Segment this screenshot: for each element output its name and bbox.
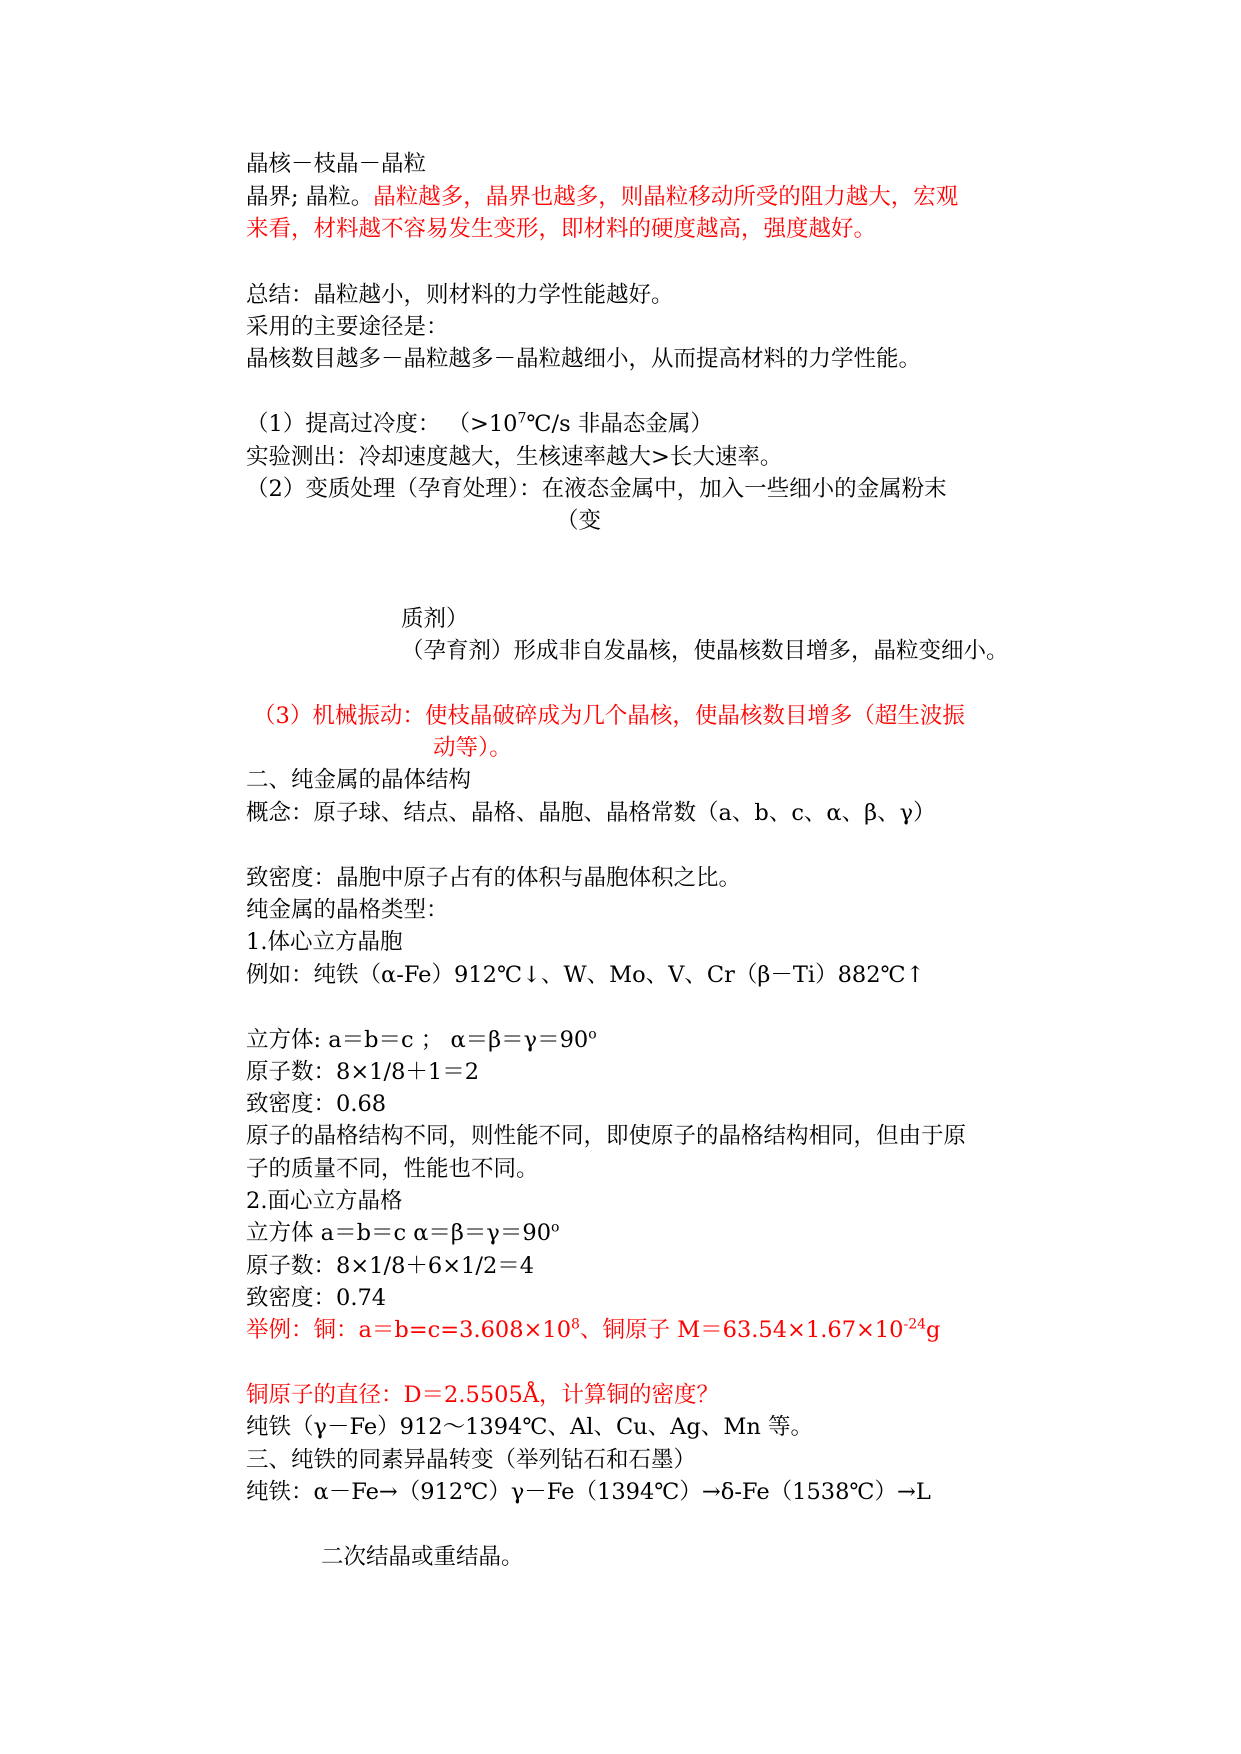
text: （2）变质处理（孕育处理）：在液态金属中，加入一些细小的金属粉末 <box>246 476 947 502</box>
highlight-text: 铜原子的直径：D＝2.5505Å，计算铜的密度？ <box>246 1382 720 1408</box>
line-bcc-cube <box>246 1024 597 1056</box>
line-gamma-iron <box>246 1411 813 1443</box>
text: 子的质量不同，性能也不同。 <box>246 1156 539 1182</box>
line-macro-view <box>246 213 876 245</box>
text: 原子数：8×1/8＋1＝2 <box>246 1059 480 1085</box>
line-lattice-types <box>246 894 449 926</box>
text: 立方体 a＝b＝c α＝β＝γ＝90 <box>246 1220 552 1246</box>
line-modification-cont <box>556 505 601 537</box>
highlight-text: 举例：铜：a＝b=c=3.608×10 <box>246 1317 572 1343</box>
text: 立方体: a＝b＝c ； α＝β＝γ＝90 <box>246 1027 589 1053</box>
text: 原子的晶格结构不同，则性能不同，即使原子的晶格结构相同，但由于原 <box>246 1123 967 1149</box>
highlight-text: （3）机械振动：使枝晶破碎成为几个晶核，使晶核数目增多（超生波振 <box>253 703 965 729</box>
line-copper-diameter <box>246 1379 719 1411</box>
text: 质剂） <box>401 606 469 632</box>
line-vibration <box>253 700 965 732</box>
text: 三、纯铁的同素异晶转变（举列钻石和石墨） <box>246 1447 697 1473</box>
line-modification <box>246 473 947 505</box>
highlight-text: 来看，材料越不容易发生变形，即材料的硬度越高，强度越好。 <box>246 216 877 242</box>
text: 2.面心立方晶格 <box>246 1188 403 1214</box>
text: ℃/s 非晶态金属） <box>526 411 713 437</box>
text: 例如：纯铁（α-Fe）912℃↓、W、Mo、V、Cr（β－Ti）882℃↑ <box>246 962 925 988</box>
superscript: o <box>588 1026 597 1043</box>
line-structure-note-cont <box>246 1153 539 1185</box>
line-inoculant <box>401 635 1009 667</box>
line-structure-note <box>246 1120 966 1152</box>
line-bcc-examples <box>246 959 925 991</box>
highlight-text: 动等）。 <box>433 735 512 761</box>
text: 二、纯金属的晶体结构 <box>246 767 472 793</box>
line-crystal-sequence <box>246 148 426 180</box>
text: 采用的主要途径是： <box>246 314 449 340</box>
superscript: o <box>551 1219 560 1236</box>
line-bcc-density <box>246 1088 386 1120</box>
text: 实验测出：冷却速度越大，生核速率越大>长大速率。 <box>246 444 783 470</box>
line-fcc-atoms <box>246 1250 534 1282</box>
text: 原子数：8×1/8＋6×1/2＝4 <box>246 1253 535 1279</box>
line-experiment <box>246 441 782 473</box>
subheading-fcc <box>246 1185 402 1217</box>
superscript: 7 <box>517 410 527 427</box>
superscript: 8 <box>571 1316 580 1333</box>
text: 二次结晶或重结晶。 <box>321 1544 524 1570</box>
text: 概念：原子球、结点、晶格、晶胞、晶格常数（a、b、c、α、β、γ） <box>246 800 936 826</box>
text: （变 <box>556 508 602 534</box>
text: 晶核－枝晶－晶粒 <box>246 151 427 177</box>
line-summary <box>246 279 674 311</box>
line-concepts <box>246 797 936 829</box>
text: 总结：晶粒越小，则材料的力学性能越好。 <box>246 282 674 308</box>
line-fcc-cube <box>246 1217 559 1249</box>
text: 晶界; 晶粒。 <box>246 184 374 210</box>
text: （孕育剂）形成非自发晶核，使晶核数目增多，晶粒变细小。 <box>401 638 1009 664</box>
section-heading-crystal-structure <box>246 764 471 796</box>
subheading-bcc <box>246 926 402 958</box>
text: 致密度：0.68 <box>246 1091 387 1117</box>
text: 晶核数目越多－晶粒越多－晶粒越细小，从而提高材料的力学性能。 <box>246 346 922 372</box>
text: （1）提高过冷度： （>10 <box>246 411 518 437</box>
line-fcc-density <box>246 1282 386 1314</box>
text: 纯铁：α－Fe→（912℃）γ－Fe（1394℃）→δ-Fe（1538℃）→L <box>246 1479 931 1505</box>
line-undercooling <box>246 408 713 440</box>
line-modifier-agent <box>401 603 469 635</box>
text: 1.体心立方晶胞 <box>246 929 403 955</box>
line-vibration-cont <box>433 732 512 764</box>
highlight-text: g <box>926 1317 941 1343</box>
line-copper-example <box>246 1314 940 1346</box>
superscript: -24 <box>903 1316 927 1333</box>
line-grain-boundary <box>246 181 958 213</box>
highlight-text: 、铜原子 M＝63.54×1.67×10 <box>579 1317 904 1343</box>
line-nucleus-count <box>246 343 921 375</box>
text: 纯铁（γ－Fe）912～1394℃、Al、Cu、Ag、Mn 等。 <box>246 1414 814 1440</box>
line-recrystallization <box>321 1541 524 1573</box>
section-heading-allotropic <box>246 1444 696 1476</box>
text: 致密度：晶胞中原子占有的体积与晶胞体积之比。 <box>246 865 742 891</box>
line-density-definition <box>246 862 741 894</box>
text: 纯金属的晶格类型： <box>246 897 449 923</box>
highlight-text: 晶粒越多，晶界也越多，则晶粒移动所受的阻力越大，宏观 <box>373 184 959 210</box>
line-iron-transformation <box>246 1476 931 1508</box>
text: 致密度：0.74 <box>246 1285 387 1311</box>
line-bcc-atoms <box>246 1056 479 1088</box>
line-main-approach <box>246 311 449 343</box>
